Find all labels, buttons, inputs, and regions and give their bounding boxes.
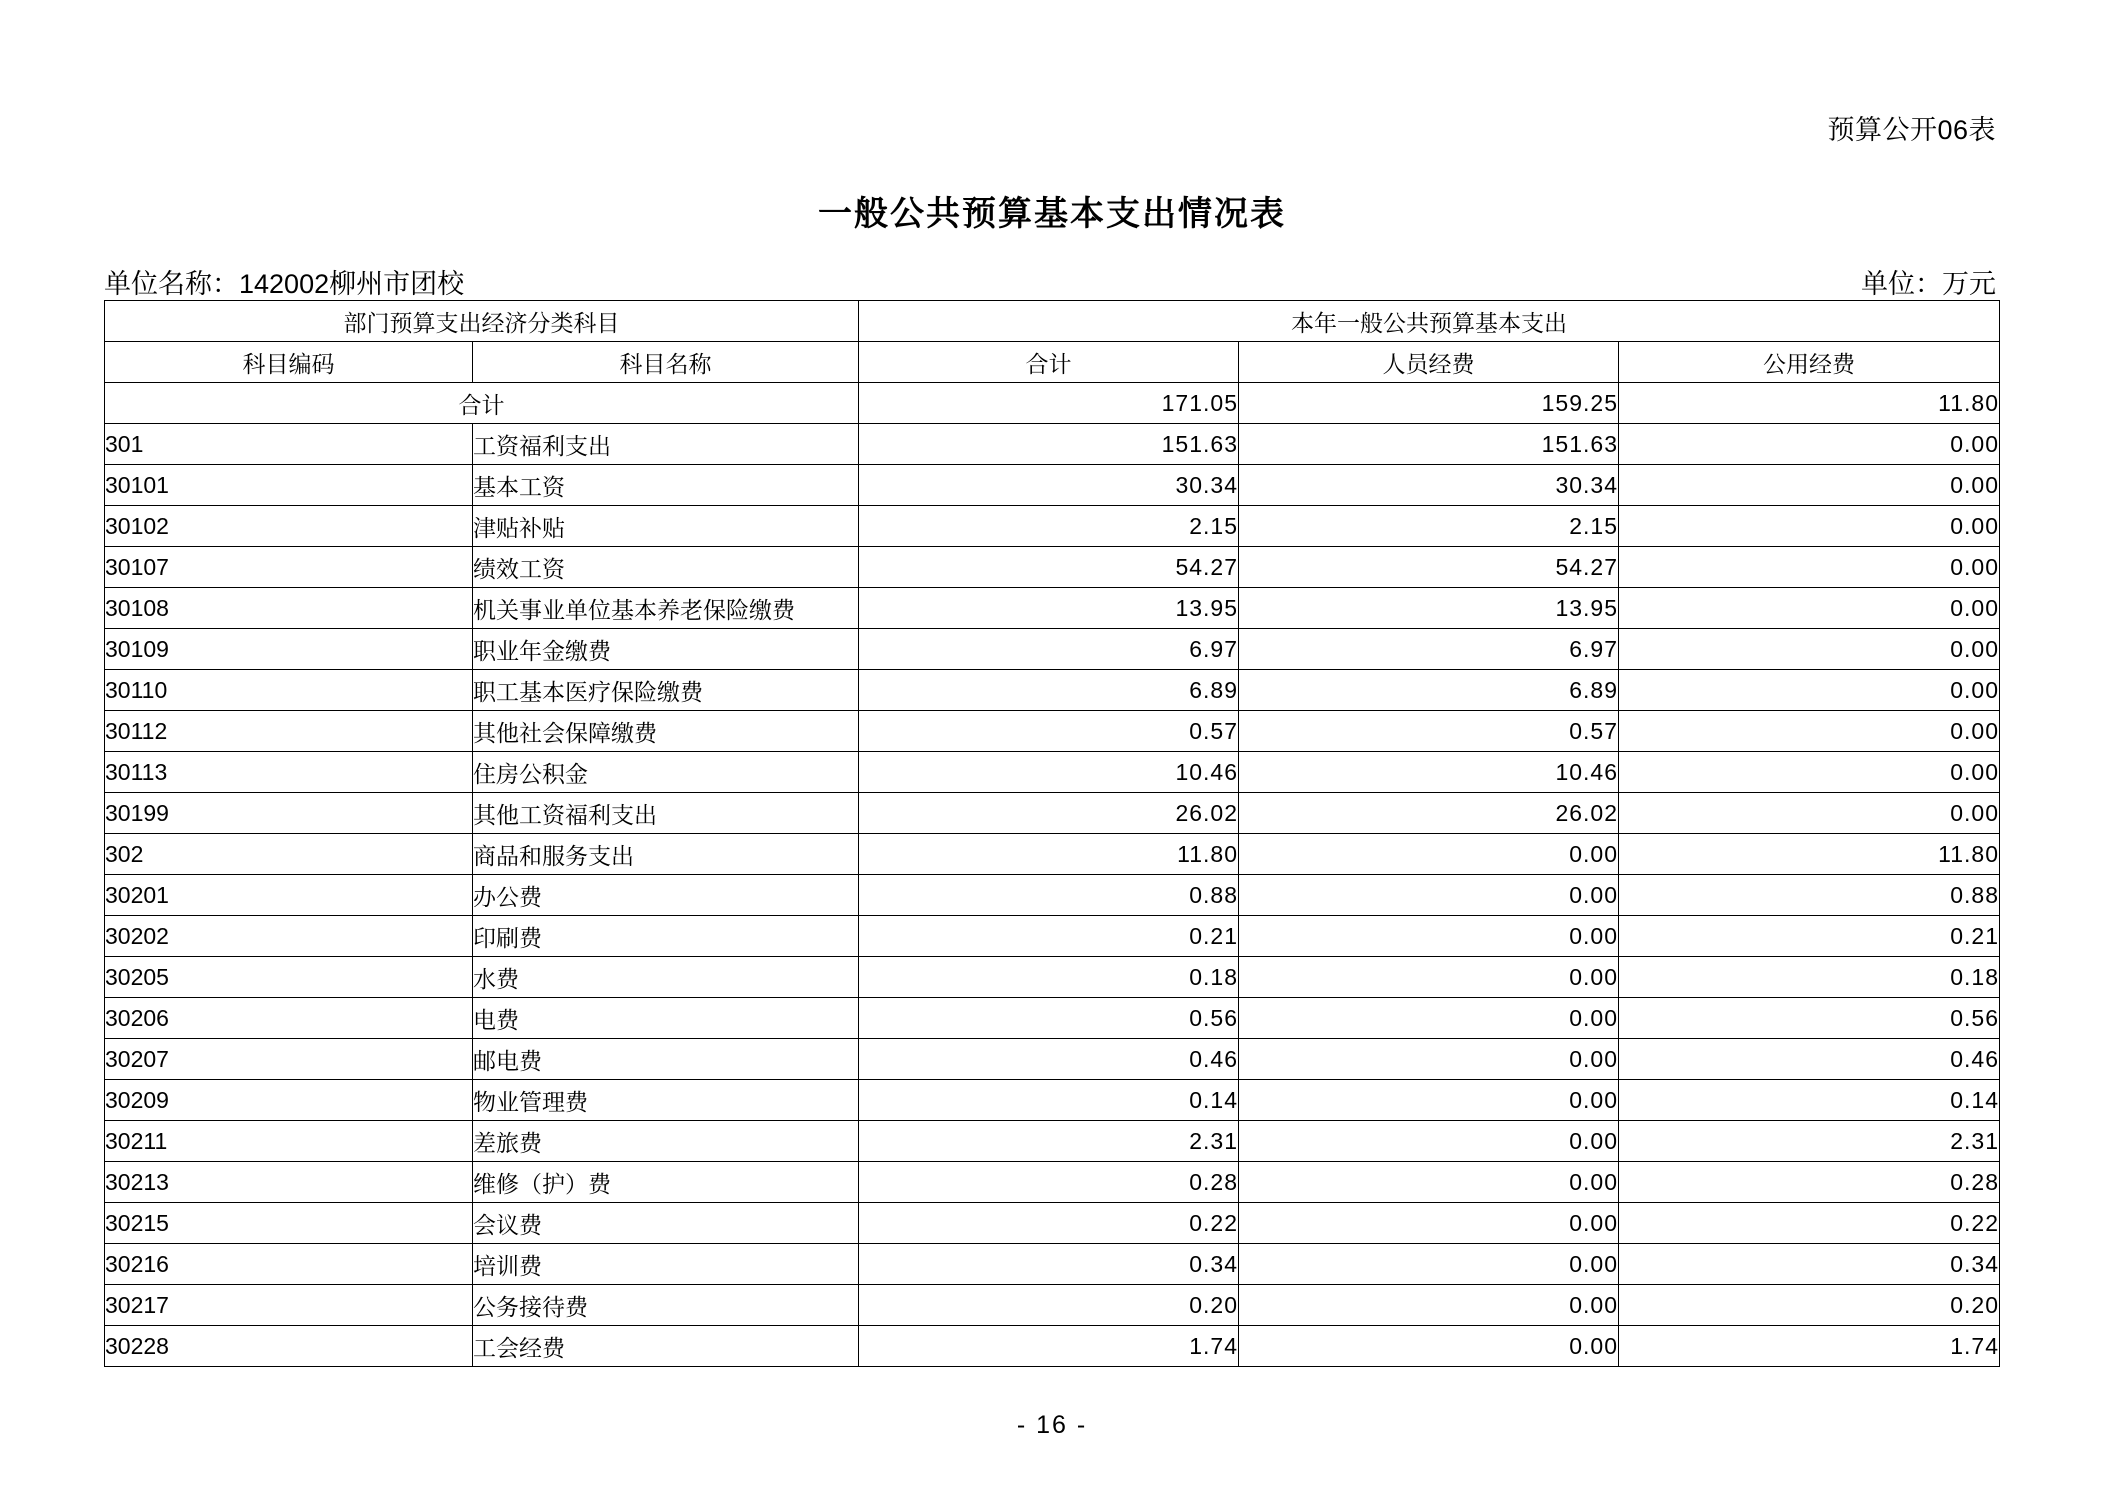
table-row (105, 670, 2000, 711)
cell-subject-code: 30112 (105, 711, 473, 752)
table-row (105, 957, 2000, 998)
cell-personnel: 0.00 (1239, 957, 1619, 998)
cell-subject-code: 30207 (105, 1039, 473, 1080)
cell-subject-name: 邮电费 (473, 1039, 859, 1080)
table-row (105, 506, 2000, 547)
table-body (105, 383, 2000, 1367)
cell-total: 0.46 (859, 1039, 1239, 1080)
table-row (105, 998, 2000, 1039)
cell-personnel: 6.97 (1239, 629, 1619, 670)
cell-subject-name: 住房公积金 (473, 752, 859, 793)
cell-subject-code: 30211 (105, 1121, 473, 1162)
cell-total: 0.28 (859, 1162, 1239, 1203)
cell-total: 26.02 (859, 793, 1239, 834)
cell-subject-name: 会议费 (473, 1203, 859, 1244)
cell-public: 2.31 (1619, 1121, 2000, 1162)
column-header-personnel: 人员经费 (1239, 342, 1619, 383)
column-header-total: 合计 (859, 342, 1239, 383)
cell-personnel: 13.95 (1239, 588, 1619, 629)
table-row (105, 588, 2000, 629)
cell-subject-name: 其他社会保障缴费 (473, 711, 859, 752)
table-row (105, 1244, 2000, 1285)
cell-subject-code: 30201 (105, 875, 473, 916)
page-number: - 16 - (1016, 1411, 1088, 1439)
cell-personnel: 0.00 (1239, 1039, 1619, 1080)
table-row (105, 793, 2000, 834)
cell-public: 1.74 (1619, 1326, 2000, 1367)
cell-personnel: 0.00 (1239, 1244, 1619, 1285)
cell-public: 0.88 (1619, 875, 2000, 916)
cell-subject-name: 职业年金缴费 (473, 629, 859, 670)
unit-name-label: 单位名称：142002柳州市团校 (104, 269, 465, 299)
cell-public: 0.00 (1619, 629, 2000, 670)
cell-subject-name: 商品和服务支出 (473, 834, 859, 875)
cell-personnel: 0.00 (1239, 998, 1619, 1039)
cell-subject-name: 职工基本医疗保险缴费 (473, 670, 859, 711)
cell-subject-code: 30216 (105, 1244, 473, 1285)
cell-subject-code: 30215 (105, 1203, 473, 1244)
cell-subject-code: 30213 (105, 1162, 473, 1203)
cell-subject-name: 其他工资福利支出 (473, 793, 859, 834)
cell-public: 0.21 (1619, 916, 2000, 957)
table-row (105, 629, 2000, 670)
cell-total: 6.89 (859, 670, 1239, 711)
cell-personnel: 0.57 (1239, 711, 1619, 752)
table-row (105, 1285, 2000, 1326)
table-row-summary (105, 383, 2000, 424)
cell-subject-code: 30108 (105, 588, 473, 629)
cell-personnel: 6.89 (1239, 670, 1619, 711)
cell-subject-code: 30113 (105, 752, 473, 793)
table-row (105, 752, 2000, 793)
cell-personnel: 0.00 (1239, 1121, 1619, 1162)
cell-total: 11.80 (859, 834, 1239, 875)
group-header-left: 部门预算支出经济分类科目 (105, 301, 859, 342)
column-header-name: 科目名称 (473, 342, 859, 383)
table-row (105, 875, 2000, 916)
table-row (105, 834, 2000, 875)
column-header-code: 科目编码 (105, 342, 473, 383)
table-row (105, 1121, 2000, 1162)
table-column-header-row (105, 342, 2000, 383)
cell-total: 0.57 (859, 711, 1239, 752)
cell-public: 0.28 (1619, 1162, 2000, 1203)
cell-subject-code: 301 (105, 424, 473, 465)
column-header-public: 公用经费 (1619, 342, 2000, 383)
cell-subject-name: 机关事业单位基本养老保险缴费 (473, 588, 859, 629)
cell-public: 0.00 (1619, 793, 2000, 834)
budget-table (104, 300, 2000, 1367)
cell-public: 0.00 (1619, 670, 2000, 711)
cell-personnel: 0.00 (1239, 916, 1619, 957)
table-row (105, 916, 2000, 957)
page-title: 一般公共预算基本支出情况表 (818, 195, 1286, 233)
cell-public: 0.00 (1619, 752, 2000, 793)
cell-subject-name: 办公费 (473, 875, 859, 916)
summary-label: 合计 (105, 383, 859, 424)
cell-subject-code: 30110 (105, 670, 473, 711)
cell-personnel: 0.00 (1239, 1162, 1619, 1203)
cell-public: 0.00 (1619, 424, 2000, 465)
unit-measure-label: 单位：万元 (1861, 269, 1996, 299)
cell-subject-name: 津贴补贴 (473, 506, 859, 547)
cell-public: 0.00 (1619, 547, 2000, 588)
cell-public: 0.34 (1619, 1244, 2000, 1285)
cell-personnel: 30.34 (1239, 465, 1619, 506)
table-row (105, 424, 2000, 465)
cell-subject-code: 30101 (105, 465, 473, 506)
cell-subject-name: 物业管理费 (473, 1080, 859, 1121)
table-row (105, 1203, 2000, 1244)
cell-subject-code: 30107 (105, 547, 473, 588)
cell-total: 13.95 (859, 588, 1239, 629)
cell-subject-code: 30205 (105, 957, 473, 998)
table-row (105, 711, 2000, 752)
cell-personnel: 10.46 (1239, 752, 1619, 793)
cell-personnel: 26.02 (1239, 793, 1619, 834)
cell-personnel: 0.00 (1239, 875, 1619, 916)
cell-subject-name: 公务接待费 (473, 1285, 859, 1326)
cell-public: 11.80 (1619, 834, 2000, 875)
table-row (105, 465, 2000, 506)
cell-personnel: 2.15 (1239, 506, 1619, 547)
table-head (105, 301, 2000, 383)
cell-subject-code: 30199 (105, 793, 473, 834)
cell-personnel: 0.00 (1239, 1080, 1619, 1121)
cell-total: 0.34 (859, 1244, 1239, 1285)
cell-total: 0.22 (859, 1203, 1239, 1244)
cell-subject-code: 302 (105, 834, 473, 875)
cell-total: 151.63 (859, 424, 1239, 465)
cell-subject-name: 水费 (473, 957, 859, 998)
summary-total: 171.05 (859, 383, 1239, 424)
cell-subject-code: 30228 (105, 1326, 473, 1367)
cell-subject-code: 30202 (105, 916, 473, 957)
cell-personnel: 0.00 (1239, 1285, 1619, 1326)
form-tag: 预算公开06表 (1827, 115, 1996, 145)
cell-subject-code: 30109 (105, 629, 473, 670)
cell-public: 0.14 (1619, 1080, 2000, 1121)
cell-personnel: 54.27 (1239, 547, 1619, 588)
cell-public: 0.20 (1619, 1285, 2000, 1326)
cell-public: 0.56 (1619, 998, 2000, 1039)
cell-total: 2.15 (859, 506, 1239, 547)
cell-total: 54.27 (859, 547, 1239, 588)
table-row (105, 1162, 2000, 1203)
cell-personnel: 0.00 (1239, 1326, 1619, 1367)
cell-total: 0.21 (859, 916, 1239, 957)
cell-public: 0.00 (1619, 465, 2000, 506)
summary-personnel: 159.25 (1239, 383, 1619, 424)
table-row (105, 1039, 2000, 1080)
group-header-right: 本年一般公共预算基本支出 (859, 301, 2000, 342)
meta-row (104, 262, 1996, 299)
cell-total: 0.14 (859, 1080, 1239, 1121)
cell-subject-code: 30209 (105, 1080, 473, 1121)
cell-total: 6.97 (859, 629, 1239, 670)
table-row (105, 1326, 2000, 1367)
cell-public: 0.18 (1619, 957, 2000, 998)
cell-subject-name: 培训费 (473, 1244, 859, 1285)
summary-public: 11.80 (1619, 383, 2000, 424)
cell-subject-name: 工资福利支出 (473, 424, 859, 465)
cell-public: 0.00 (1619, 506, 2000, 547)
cell-total: 2.31 (859, 1121, 1239, 1162)
cell-public: 0.00 (1619, 711, 2000, 752)
cell-personnel: 0.00 (1239, 834, 1619, 875)
cell-subject-name: 差旅费 (473, 1121, 859, 1162)
cell-subject-name: 基本工资 (473, 465, 859, 506)
cell-total: 0.20 (859, 1285, 1239, 1326)
cell-total: 0.56 (859, 998, 1239, 1039)
cell-subject-code: 30206 (105, 998, 473, 1039)
cell-personnel: 0.00 (1239, 1203, 1619, 1244)
cell-public: 0.22 (1619, 1203, 2000, 1244)
cell-public: 0.00 (1619, 588, 2000, 629)
cell-subject-name: 印刷费 (473, 916, 859, 957)
cell-total: 0.18 (859, 957, 1239, 998)
cell-subject-code: 30217 (105, 1285, 473, 1326)
cell-total: 30.34 (859, 465, 1239, 506)
cell-total: 10.46 (859, 752, 1239, 793)
cell-total: 1.74 (859, 1326, 1239, 1367)
cell-subject-name: 工会经费 (473, 1326, 859, 1367)
cell-public: 0.46 (1619, 1039, 2000, 1080)
cell-subject-name: 维修（护）费 (473, 1162, 859, 1203)
cell-subject-code: 30102 (105, 506, 473, 547)
table-group-header-row (105, 301, 2000, 342)
table-row (105, 547, 2000, 588)
cell-subject-name: 绩效工资 (473, 547, 859, 588)
cell-personnel: 151.63 (1239, 424, 1619, 465)
cell-total: 0.88 (859, 875, 1239, 916)
table-row (105, 1080, 2000, 1121)
cell-subject-name: 电费 (473, 998, 859, 1039)
